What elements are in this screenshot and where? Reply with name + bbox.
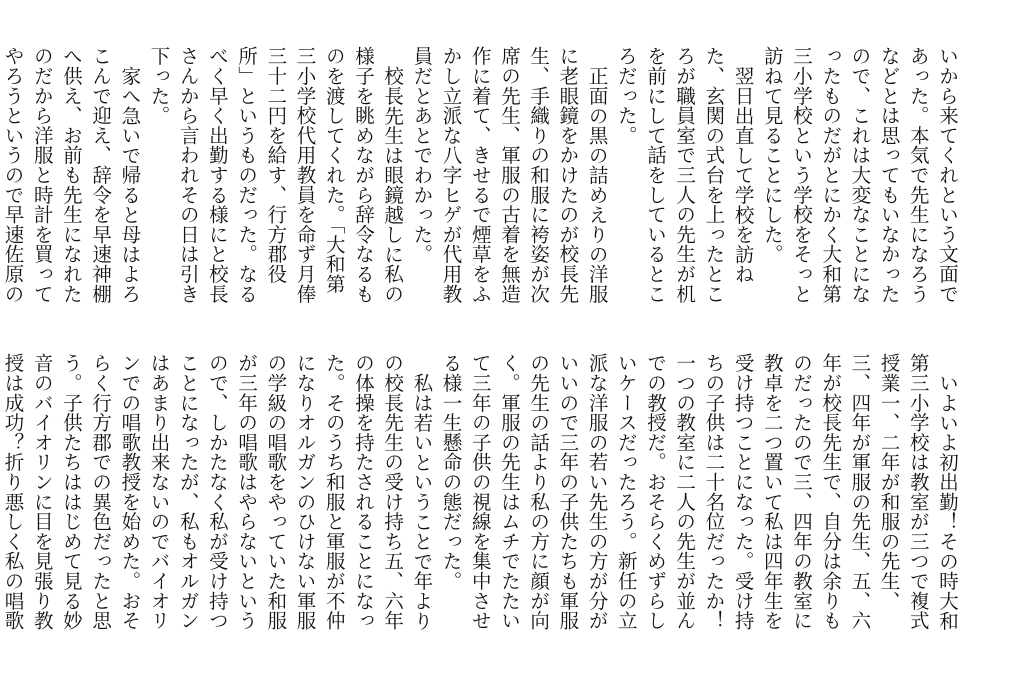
- paragraph-2: 翌日出直して学校を訪ねた、玄関の式台を上ったところが職員室で三人の先生が机を前にして話をしているところだった。: [614, 46, 755, 304]
- paragraph-6: いよいよ初出勤！その時大和第三小学校は教室が三つで複式授業一、二年が和服の先生、三、四年が軍服の先生、五、六年が校長先生で、自分は余りものだったので三、四年の教室に教卓を二つ置いて私は四年生を受け持つことになった。受け持ちの子供は二十名位だったか！一つの教室に二人の先生が並んでの教授だ。おそらくめずらしいケースだったろう。新任の立派な洋服の若い先生の方が分がいいので三年の子供たちも軍服の先生の話より私の方に顔が向く。軍服の先生はムチでたたいて三年の子供の視線を集中させる様一生懸命の態だった。: [439, 353, 959, 631]
- paragraph-5: 家へ急いで帰ると母はよろこんで迎え、辞令を早速神棚へ供え、お前も先生になれたのだから洋服と時計を買ってやろうというので早速佐原の: [1, 46, 142, 304]
- paragraph-3: 正面の黒の詰めえりの洋服に老眼鏡をかけたのが校長先生、手織りの和服に袴姿が次席の先生、軍服の古着を無造作に着て、きせるで煙草をふかし立派な八字ヒゲが代用教員だとあとでわかった。: [410, 46, 609, 304]
- paragraph-4: 校長先生は眼鏡越しに私の様子を眺めながら辞令なるものを渡してくれた。「大和第三小学校代用教員を命ず月俸三十二円を給す、行方郡役所」というものだった。なるべく早く出勤する様にと校長さんから言われその日は引き下った。: [147, 46, 405, 304]
- text-block-top: [0, 46, 962, 310]
- text-block-bottom: [0, 353, 962, 635]
- paragraph-7: 私は若いということで年よりの校長先生の受け持ち五、六年の体操を持たされることになった。そのうち和服と軍服が不仲になりオルガンのひけない軍服の学級の唱歌をやっていた和服が三年の唱歌はやらないというので、しかたなく私が受け持つことになったが、私もオルガンはあまり出来ないのでバイオリンでの唱歌教授を始めた。おそらく行方郡での異色だったと思う。子供たちははじめて見る妙音のバイオリンに目を見張り教授は成功？折り悪しく私の唱歌: [1, 353, 434, 631]
- paragraph-1: いから来てくれという文面であった。本気で先生になろうなどとは思ってもいなかったので、これは大変なことになったものだがとにかく大和第三小学校という学校をそっと訪ねて見ることにした。: [760, 46, 959, 304]
